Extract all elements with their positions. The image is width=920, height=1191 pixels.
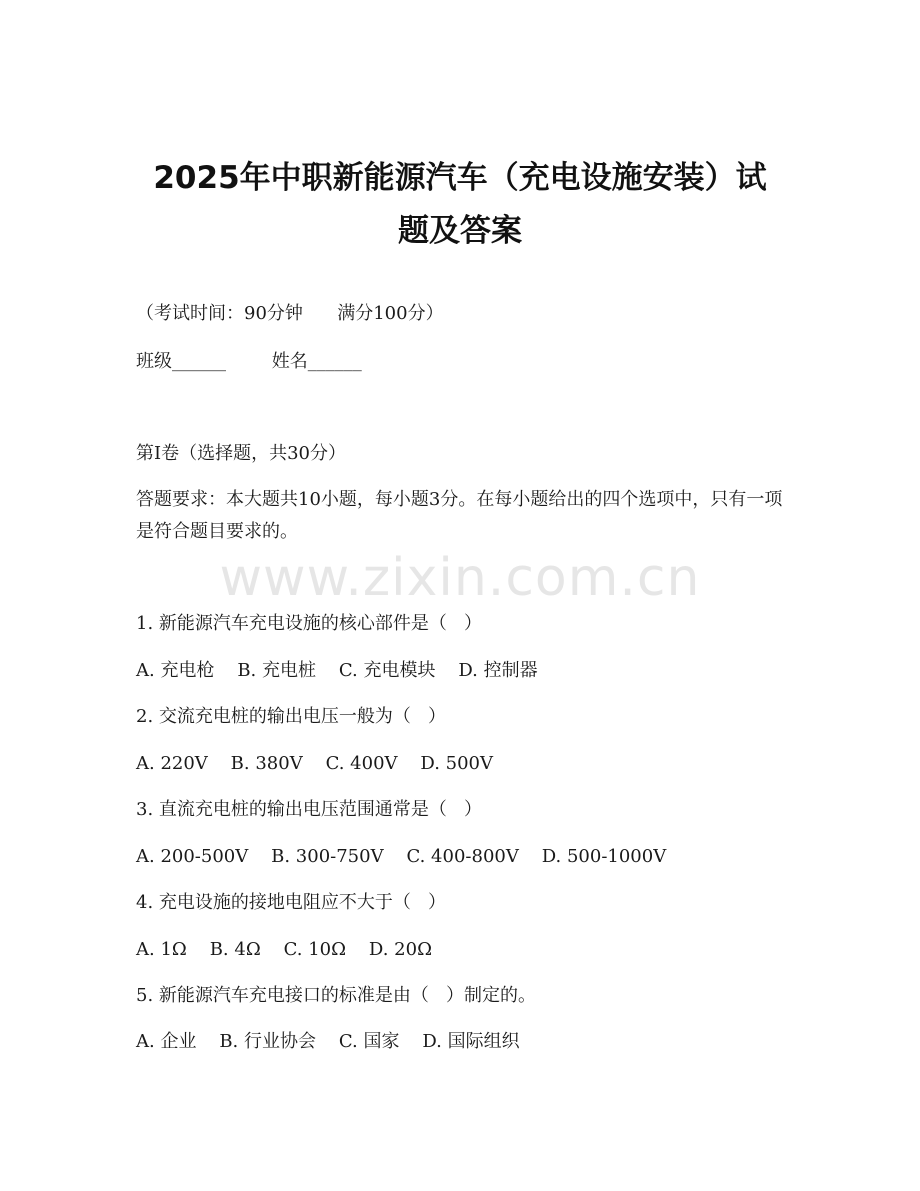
title-line-1: 2025年中职新能源汽车（充电设施安装）试 xyxy=(153,160,767,196)
question-4-options: A. 1Ω B. 4Ω C. 10Ω D. 20Ω xyxy=(136,939,432,960)
question-3-options: A. 200-500V B. 300-750V C. 400-800V D. 500-1000V xyxy=(136,846,667,867)
question-1-stem: 1. 新能源汽车充电设施的核心部件是（ ） xyxy=(136,613,483,634)
section-heading: 第I卷（选择题，共30分） xyxy=(136,443,347,464)
document-title xyxy=(100,152,820,258)
question-1-options: A. 充电枪 B. 充电桩 C. 充电模块 D. 控制器 xyxy=(136,660,538,681)
watermark: www.zixin.com.cn xyxy=(219,548,701,608)
question-2-stem: 2. 交流充电桩的输出电压一般为（ ） xyxy=(136,706,447,727)
question-5-options: A. 企业 B. 行业协会 C. 国家 D. 国际组织 xyxy=(136,1031,520,1052)
question-3-stem: 3. 直流充电桩的输出电压范围通常是（ ） xyxy=(136,799,483,820)
exam-info: （考试时间：90分钟 满分100分） xyxy=(136,303,444,324)
question-2-options: A. 220V B. 380V C. 400V D. 500V xyxy=(136,753,494,774)
question-5-stem: 5. 新能源汽车充电接口的标准是由（ ）制定的。 xyxy=(136,985,537,1006)
title-line-2: 题及答案 xyxy=(398,213,522,249)
question-4-stem: 4. 充电设施的接地电阻应不大于（ ） xyxy=(136,892,447,913)
student-fields: 班级______ 姓名______ xyxy=(136,351,362,372)
section-instructions: 答题要求：本大题共10小题，每小题3分。在每小题给出的四个选项中，只有一项是符合题目要求的。 xyxy=(136,489,783,542)
